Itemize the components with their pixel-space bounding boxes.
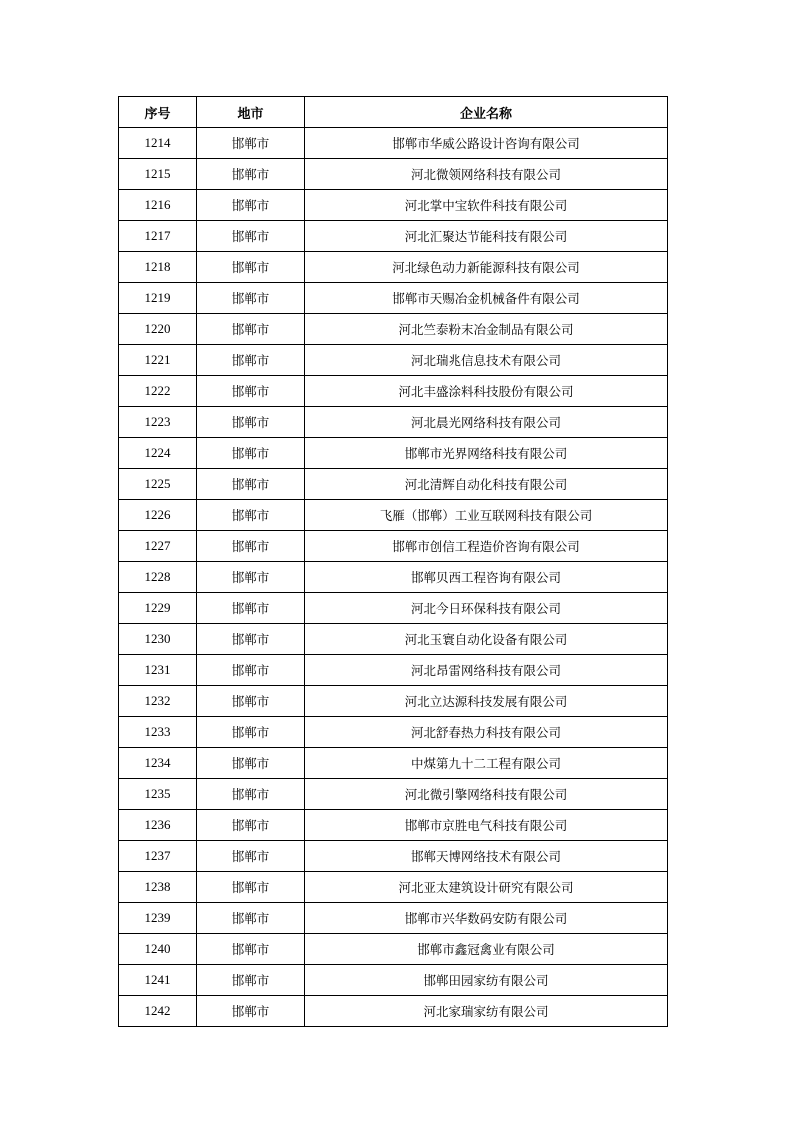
table-row bbox=[119, 934, 668, 965]
row-company-name-cell: 河北微领网络科技有限公司 bbox=[305, 159, 668, 190]
row-seq-cell: 1241 bbox=[119, 965, 197, 996]
row-company-name-cell: 邯郸天博网络技术有限公司 bbox=[305, 841, 668, 872]
row-city-cell: 邯郸市 bbox=[197, 872, 305, 903]
row-city-cell: 邯郸市 bbox=[197, 314, 305, 345]
table-row bbox=[119, 314, 668, 345]
row-seq-cell: 1240 bbox=[119, 934, 197, 965]
row-company-name-cell: 邯郸市兴华数码安防有限公司 bbox=[305, 903, 668, 934]
row-seq-cell: 1219 bbox=[119, 283, 197, 314]
table-row bbox=[119, 965, 668, 996]
row-city-cell: 邯郸市 bbox=[197, 407, 305, 438]
table-body bbox=[119, 128, 668, 1027]
row-company-name-cell: 邯郸市华威公路设计咨询有限公司 bbox=[305, 128, 668, 159]
row-company-name-cell: 河北绿色动力新能源科技有限公司 bbox=[305, 252, 668, 283]
row-city-cell: 邯郸市 bbox=[197, 469, 305, 500]
table-row bbox=[119, 345, 668, 376]
table-row bbox=[119, 562, 668, 593]
table-row bbox=[119, 376, 668, 407]
table-row bbox=[119, 841, 668, 872]
table-row bbox=[119, 252, 668, 283]
row-city-cell: 邯郸市 bbox=[197, 779, 305, 810]
table-row bbox=[119, 407, 668, 438]
row-seq-cell: 1242 bbox=[119, 996, 197, 1027]
row-company-name-cell: 河北昂雷网络科技有限公司 bbox=[305, 655, 668, 686]
row-company-name-cell: 河北竺泰粉末冶金制品有限公司 bbox=[305, 314, 668, 345]
enterprise-table bbox=[118, 96, 668, 1027]
row-seq-cell: 1214 bbox=[119, 128, 197, 159]
header-city: 地市 bbox=[197, 97, 305, 128]
table-row bbox=[119, 872, 668, 903]
row-city-cell: 邯郸市 bbox=[197, 190, 305, 221]
table-row bbox=[119, 717, 668, 748]
row-city-cell: 邯郸市 bbox=[197, 996, 305, 1027]
row-company-name-cell: 河北瑞兆信息技术有限公司 bbox=[305, 345, 668, 376]
row-city-cell: 邯郸市 bbox=[197, 624, 305, 655]
row-city-cell: 邯郸市 bbox=[197, 655, 305, 686]
row-seq-cell: 1235 bbox=[119, 779, 197, 810]
row-seq-cell: 1224 bbox=[119, 438, 197, 469]
row-company-name-cell: 河北家瑞家纺有限公司 bbox=[305, 996, 668, 1027]
row-seq-cell: 1226 bbox=[119, 500, 197, 531]
row-seq-cell: 1222 bbox=[119, 376, 197, 407]
table-row bbox=[119, 500, 668, 531]
row-city-cell: 邯郸市 bbox=[197, 221, 305, 252]
table-row bbox=[119, 686, 668, 717]
row-company-name-cell: 河北清辉自动化科技有限公司 bbox=[305, 469, 668, 500]
row-city-cell: 邯郸市 bbox=[197, 500, 305, 531]
row-city-cell: 邯郸市 bbox=[197, 252, 305, 283]
row-city-cell: 邯郸市 bbox=[197, 593, 305, 624]
row-city-cell: 邯郸市 bbox=[197, 562, 305, 593]
row-city-cell: 邯郸市 bbox=[197, 686, 305, 717]
row-company-name-cell: 河北晨光网络科技有限公司 bbox=[305, 407, 668, 438]
row-company-name-cell: 邯郸市鑫冠禽业有限公司 bbox=[305, 934, 668, 965]
row-city-cell: 邯郸市 bbox=[197, 531, 305, 562]
row-city-cell: 邯郸市 bbox=[197, 903, 305, 934]
row-seq-cell: 1237 bbox=[119, 841, 197, 872]
row-seq-cell: 1239 bbox=[119, 903, 197, 934]
row-company-name-cell: 邯郸市天赐冶金机械备件有限公司 bbox=[305, 283, 668, 314]
row-company-name-cell: 邯郸市京胜电气科技有限公司 bbox=[305, 810, 668, 841]
row-company-name-cell: 河北舒春热力科技有限公司 bbox=[305, 717, 668, 748]
table-row bbox=[119, 655, 668, 686]
row-seq-cell: 1236 bbox=[119, 810, 197, 841]
table-row bbox=[119, 283, 668, 314]
row-company-name-cell: 河北丰盛涂料科技股份有限公司 bbox=[305, 376, 668, 407]
row-city-cell: 邯郸市 bbox=[197, 438, 305, 469]
row-seq-cell: 1223 bbox=[119, 407, 197, 438]
row-company-name-cell: 河北今日环保科技有限公司 bbox=[305, 593, 668, 624]
table-row bbox=[119, 903, 668, 934]
row-seq-cell: 1225 bbox=[119, 469, 197, 500]
row-seq-cell: 1234 bbox=[119, 748, 197, 779]
row-company-name-cell: 河北亚太建筑设计研究有限公司 bbox=[305, 872, 668, 903]
row-company-name-cell: 邯郸贝西工程咨询有限公司 bbox=[305, 562, 668, 593]
table-row bbox=[119, 128, 668, 159]
row-company-name-cell: 邯郸市创信工程造价咨询有限公司 bbox=[305, 531, 668, 562]
row-city-cell: 邯郸市 bbox=[197, 128, 305, 159]
row-seq-cell: 1221 bbox=[119, 345, 197, 376]
row-seq-cell: 1218 bbox=[119, 252, 197, 283]
row-city-cell: 邯郸市 bbox=[197, 345, 305, 376]
table-row bbox=[119, 469, 668, 500]
row-seq-cell: 1227 bbox=[119, 531, 197, 562]
row-seq-cell: 1231 bbox=[119, 655, 197, 686]
row-city-cell: 邯郸市 bbox=[197, 283, 305, 314]
row-seq-cell: 1228 bbox=[119, 562, 197, 593]
table-row bbox=[119, 159, 668, 190]
row-city-cell: 邯郸市 bbox=[197, 159, 305, 190]
row-city-cell: 邯郸市 bbox=[197, 748, 305, 779]
row-seq-cell: 1216 bbox=[119, 190, 197, 221]
row-company-name-cell: 河北玉寰自动化设备有限公司 bbox=[305, 624, 668, 655]
table-row bbox=[119, 438, 668, 469]
row-company-name-cell: 邯郸田园家纺有限公司 bbox=[305, 965, 668, 996]
table-row bbox=[119, 593, 668, 624]
table-row bbox=[119, 531, 668, 562]
row-city-cell: 邯郸市 bbox=[197, 934, 305, 965]
row-city-cell: 邯郸市 bbox=[197, 376, 305, 407]
row-city-cell: 邯郸市 bbox=[197, 965, 305, 996]
row-company-name-cell: 河北汇聚达节能科技有限公司 bbox=[305, 221, 668, 252]
row-company-name-cell: 河北立达源科技发展有限公司 bbox=[305, 686, 668, 717]
table-row bbox=[119, 779, 668, 810]
row-seq-cell: 1238 bbox=[119, 872, 197, 903]
table-row bbox=[119, 221, 668, 252]
row-company-name-cell: 飞雁（邯郸）工业互联网科技有限公司 bbox=[305, 500, 668, 531]
table-header-row bbox=[119, 97, 668, 128]
row-company-name-cell: 中煤第九十二工程有限公司 bbox=[305, 748, 668, 779]
row-city-cell: 邯郸市 bbox=[197, 810, 305, 841]
row-company-name-cell: 邯郸市光界网络科技有限公司 bbox=[305, 438, 668, 469]
table-row bbox=[119, 748, 668, 779]
row-seq-cell: 1217 bbox=[119, 221, 197, 252]
header-name: 企业名称 bbox=[305, 97, 668, 128]
table-row bbox=[119, 190, 668, 221]
row-company-name-cell: 河北微引擎网络科技有限公司 bbox=[305, 779, 668, 810]
row-city-cell: 邯郸市 bbox=[197, 841, 305, 872]
row-city-cell: 邯郸市 bbox=[197, 717, 305, 748]
row-seq-cell: 1230 bbox=[119, 624, 197, 655]
header-seq: 序号 bbox=[119, 97, 197, 128]
row-seq-cell: 1220 bbox=[119, 314, 197, 345]
table-row bbox=[119, 996, 668, 1027]
row-seq-cell: 1232 bbox=[119, 686, 197, 717]
table-row bbox=[119, 810, 668, 841]
row-seq-cell: 1229 bbox=[119, 593, 197, 624]
table-row bbox=[119, 624, 668, 655]
row-seq-cell: 1233 bbox=[119, 717, 197, 748]
row-seq-cell: 1215 bbox=[119, 159, 197, 190]
row-company-name-cell: 河北掌中宝软件科技有限公司 bbox=[305, 190, 668, 221]
